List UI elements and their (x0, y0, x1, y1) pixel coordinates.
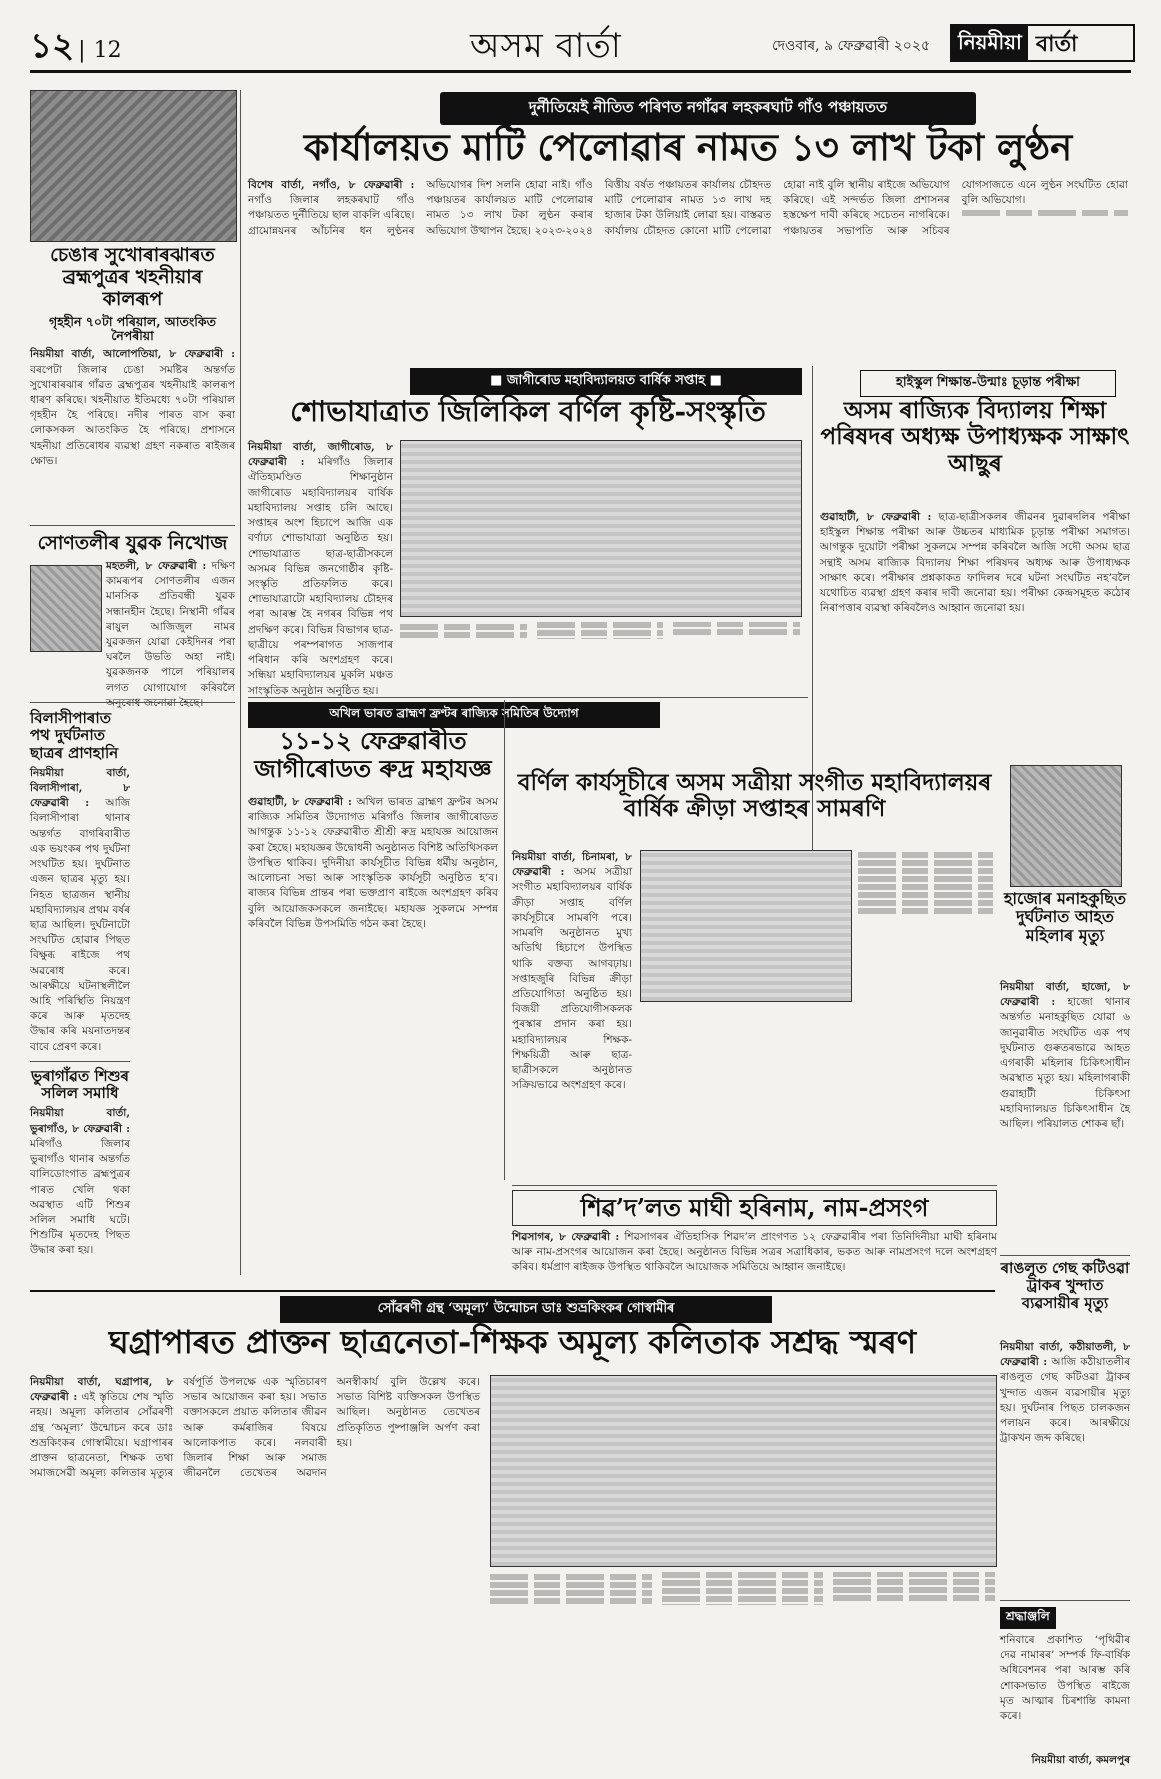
souvenir-body-wrap (30, 1375, 480, 1765)
page-number: ১২ | 12 (30, 26, 122, 66)
rangalu-body-wrap (1000, 1340, 1130, 1590)
bilasipara-body: আজি বিলাসীপাৰা থানাৰ অন্তৰ্গত বাগৰিবাৰীত এক ভয়ংকৰ পথ দুৰ্ঘটনা সংঘটিত হয়। দুৰ্ঘটনাত এজন ছাত্ৰৰ মৃত্যু হয়। নিহত ছাত্ৰজন স্থানীয় মহাবিদ্যালয়ৰ প্ৰথম বৰ্ষৰ ছাত্ৰ আছিল। দুৰ্ঘটনাটো সংঘটিত হোৱাৰ পিছত বিক্ষুব্ধ ৰাইজে পথ অৱৰোধ কৰে। আৰক্ষীয়ে ঘটনাস্থলীলৈ আহি পৰিস্থিতি নিয়ন্ত্ৰণ কৰে আৰু মৃতদেহ উদ্ধাৰ কৰি ময়নাতদন্তৰ বাবে প্ৰেৰণ কৰে। (30, 797, 131, 1053)
missing-person-photo (30, 565, 102, 652)
hajo-headline: হাজোৰ মনাহকুছিত দুৰ্ঘটনাত আহত মহিলাৰ মৃত্যু (1004, 889, 1126, 945)
sports-headline: বৰ্ণিল কাৰ্যসূচীৰে অসম সত্ৰীয়া সংগীত মহাবিদ্যালয়ৰ বাৰ্ষিক ক্ৰীড়া সপ্তাহৰ সামৰণি (517, 769, 992, 823)
obituary-body: শনিবাৰে প্ৰকাশিত ‘পৃথিৱীৰ দেৱ নামাৰৰ’ সম্পৰ্ক ফি-বাৰ্ষিক অধিবেশনৰ পৰা আৰম্ভ কৰি শোকসভাত উপস্থিত ৰাইজে মৃত আত্মাৰ চিৰশান্তি কামনা কৰে। (1000, 1634, 1130, 1723)
missing-headline: সোণতলীৰ যুৱক নিখোজ (37, 532, 228, 554)
bilasipara-article (30, 710, 130, 1259)
rangalu-body: আজি কঠীয়াতলীৰ ৰাঙলুত গেছ কটিওৱা ট্ৰাকৰ খুন্দাত এজন ব্যৱসায়ীৰ মৃত্যু হয়। দুৰ্ঘটনাৰ পিছত চালকজন পলায়ন কৰে। আৰক্ষীয়ে ট্ৰাকখন জব্দ কৰিছে। (1000, 1356, 1131, 1445)
erosion-subhead: গৃহহীন ৭০টা পৰিয়াল, আতংকিত নৈপৰীয়া (49, 313, 216, 343)
erosion-headline: চেঙাৰ সুখোৰাৰঝাৰত ব্ৰহ্মপুত্ৰৰ খহনীয়াৰ কালৰূপ (50, 244, 215, 310)
souvenir-byline: নিয়মীয়া বাৰ্তা, ঘগ্ৰাপাৰ, ৮ ফেব্ৰুৱাৰী : (30, 1376, 174, 1404)
erosion-article (30, 245, 235, 469)
bilasipara-byline: নিয়মীয়া বাৰ্তা, বিলাসীপাৰা, ৮ ফেব্ৰুৱাৰী : (30, 766, 130, 810)
lead-headline: কাৰ্যালয়ত মাটি পেলোৱাৰ নামত ১৩ লাখ টকা লুণ্ঠন (303, 125, 1073, 169)
text-filler (962, 210, 1128, 216)
divider (30, 525, 235, 526)
hajo-body: হাজো থানাৰ অন্তৰ্গত মনাহকুছিত যোৱা ৬ জানুৱাৰীত সংঘটিত এক পথ দুৰ্ঘটনাত গুৰুতৰভাৱে আহত এগৰাকী মহিলাৰ চিকিৎসাধীন অৱস্থাত মৃত্যু হয়। মহিলাগৰাকী গুৱাহাটী চিকিৎসা মহাবিদ্যালয়ত চিকিৎসাধীন হৈ আছিল। পৰিয়ালত শোকৰ ছাঁ। (1000, 996, 1130, 1130)
masthead (30, 18, 1131, 73)
obituary-title: শ্ৰদ্ধাঞ্জলি (1000, 1607, 1056, 1629)
erosion-byline: নিয়মীয়া বাৰ্তা, আলোপতিয়া, ৮ ফেব্ৰুৱাৰী : (30, 348, 235, 361)
sports-body-cont (858, 850, 993, 1180)
bilasipara-body-wrap (30, 766, 130, 1055)
exam-byline: গুৱাহাটী, ৮ ফেব্ৰুৱাৰী : (820, 511, 932, 523)
bhurbandha-headline: ভুৰাগাঁৱত শিশুৰ সলিল সমাধি (31, 1066, 129, 1103)
page-number-latin: 12 (93, 38, 122, 63)
procession-photo (400, 440, 802, 617)
rangalu-byline: নিয়মীয়া বাৰ্তা, কঠীয়াতলী, ৮ ফেব্ৰুৱাৰী : (1000, 1341, 1130, 1369)
erosion-photo (30, 90, 237, 242)
magh-body: শিৱসাগৰৰ ঐতিহাসিক শিৱদ’ল প্ৰাংগণত ১২ ফেব্ৰুৱাৰীৰ পৰা তিনিদিনীয়া মাঘী হৰিনাম আৰু নাম-প্ৰসংগৰ আয়োজন কৰা হৈছে। অনুষ্ঠানত বিভিন্ন সত্ৰৰ সত্ৰাধিকাৰ, ভকত আৰু নামপ্ৰসংগ দলে অংশগ্ৰহণ কৰিব। ধৰ্মপ্ৰাণ ৰাইজক উপস্থিত থাকিবলৈ আয়োজক সমিতিয়ে আহ্বান জনাইছে। (512, 1230, 997, 1274)
cultural-body-wrap (248, 440, 394, 697)
souvenir-body: এই স্তৃতিয়ে শেষ স্মৃতি নহয়। অমূল্য কলিতাৰ সোঁৱৰণী গ্ৰন্থ ‘অমূল্য’ উন্মোচন কৰে ডাঃ শুভ্ৰকিংকৰ গোস্বামীয়ে। ঘগ্ৰাপাৰৰ প্ৰাক্তন ছাত্ৰনেতা, শিক্ষক তথা সমাজসেৱী অমূল্য কলিতাৰ মৃত্যুৰ বৰ্ষপূৰ্তি উপলক্ষে এক স্মৃতিচাৰণ সভাৰ আয়োজন কৰা হয়। সভাত বক্তাসকলে প্ৰয়াত কলিতাৰ জীৱন আৰু কৰ্মৰাজিৰ বিষয়ে আলোকপাত কৰে। নলবাৰী জিলাৰ শিক্ষা আৰু সমাজ জীৱনলৈ তেখেতৰ অৱদান অনস্বীকাৰ্য বুলি উল্লেখ কৰে। সভাত বিশিষ্ট ব্যক্তিসকল উপস্থিত আছিল। অনুষ্ঠানত তেখেতৰ প্ৰতিকৃতিত পুষ্পাঞ্জলি অৰ্পণ কৰা হয়। (30, 1376, 480, 1480)
divider (30, 702, 235, 703)
brahmin-headline: ১১-১২ ফেব্ৰুৱাৰীত জাগীৰোডত ৰুদ্ৰ মহাযজ্ঞ (254, 726, 492, 783)
cultural-body: মৰিগাঁও জিলাৰ ঐতিহ্যমণ্ডিত শিক্ষানুষ্ঠান জাগীৰোড মহাবিদ্যালয়ৰ বাৰ্ষিক মহাবিদ্যালয় সপ্তাহ চলি আছে। সপ্তাহৰ অংশ হিচাপে আজি এক বৰ্ণাঢ্য শোভাযাত্ৰা অনুষ্ঠিত হয়। শোভাযাত্ৰাত ছাত্ৰ-ছাত্ৰীসকলে অসমৰ বিভিন্ন জনগোষ্ঠীৰ কৃষ্টি-সংস্কৃতি প্ৰতিফলিত কৰে। শোভাযাত্ৰাটো মহাবিদ্যালয় চৌহদৰ পৰা আৰম্ভ হৈ নগৰৰ বিভিন্ন পথ প্ৰদক্ষিণ কৰে। বিভিন্ন বিভাগৰ ছাত্ৰ-ছাত্ৰীয়ে পৰম্পৰাগত সাজপাৰ পৰিধান কৰি অংশগ্ৰহণ কৰে। সন্ধিয়া মহাবিদ্যালয়ৰ মুকলি মঞ্চত সাংস্কৃতিক অনুষ্ঠান অনুষ্ঠিত হয়। (248, 456, 394, 697)
column-rule (240, 90, 241, 1275)
divider (1000, 1255, 1130, 1256)
souvenir-strip: সোঁৱৰণী গ্ৰন্থ ‘অমূল্য’ উন্মোচন ডাঃ শুভ্ৰকিংকৰ গোস্বামীৰ (280, 1296, 772, 1323)
lead-body: নগাঁও জিলাৰ লহকৰঘাট গাঁও পঞ্চায়তত দুৰ্নীতিয়ে ছাল বাকলি এৰিছে। গ্ৰামোন্নয়নৰ আঁচনিৰ ধন লুণ্ঠনৰ অভিযোগৰ দিশ সলনি হোৱা নাই। গাঁও পঞ্চায়তৰ কাৰ্যালয়ত মাটি পেলোৱাৰ নামত ১৩ লাখ টকা লুণ্ঠন কৰাৰ অভিযোগ উত্থাপন হৈছে। ২০২৩-২০২৪ বিত্তীয় বৰ্ষত পঞ্চায়তৰ কাৰ্যালয় চৌহদত মাটি পেলোৱাৰ নামত ১৩ লাখ দহ হাজাৰ টকা উলিয়াই লোৱা হয়। বাস্তৱত কাৰ্যালয় চৌহদত কোনো মাটি পেলোৱা হোৱা নাই বুলি স্থানীয় ৰাইজে অভিযোগ কৰিছে। এই সন্দৰ্ভত জিলা প্ৰশাসনৰ হস্তক্ষেপ দাবী কৰিছে সচেতন নাগৰিকে। পঞ্চায়তৰ সভাপতি আৰু সচিবৰ যোগসাজতে এনে লুণ্ঠন সংঘটিত হোৱা বুলি অভিযোগ। (248, 179, 1128, 237)
page-number-bn: ১২ (30, 26, 75, 66)
divider (30, 1061, 130, 1062)
lead-byline: বিশেষ বাৰ্তা, নগাঁও, ৮ ফেব্ৰুৱাৰী : (248, 179, 415, 191)
missing-byline: মহতলী, ৮ ফেব্ৰুৱাৰী : (106, 559, 207, 572)
erosion-body-wrap (30, 347, 235, 469)
sports-event-photo (640, 850, 852, 1002)
missing-article (30, 533, 235, 711)
bhurbandha-body: মৰিগাঁও জিলাৰ ভুৰাগাঁও থানাৰ অন্তৰ্গত বালিডোংগাত ব্ৰহ্মপুত্ৰৰ পাৰত খেলি থকা অৱস্থাত এটি শিশুৰ সলিল সমাধি ঘটে। শিশুটিৰ মৃতদেহ পিছত উদ্ধাৰ কৰা হয়। (30, 1137, 130, 1257)
erosion-body: বৰপেটা জিলাৰ চেঙা সমষ্টিৰ অন্তৰ্গত সুখোৰাৰঝাৰ গাঁৱত ব্ৰহ্মপুত্ৰৰ খহনীয়াই কালৰূপ ধাৰণ কৰিছে। খহনীয়াত ইতিমধ্যে ৭০টা পৰিয়াল গৃহহীন হৈ পৰিছে। নদীৰ পাৰত বাস কৰা লোকসকল আতংকিত হৈ পৰিছে। প্ৰশাসনে খহনীয়া প্ৰতিৰোধৰ ব্যৱস্থা গ্ৰহণ নকৰাত ৰাইজৰ ক্ষোভ। (30, 363, 235, 467)
column-rule (504, 700, 505, 1180)
missing-body-wrap (106, 559, 235, 711)
exam-body-wrap (820, 510, 1130, 760)
logo-part1: নিয়মীয়া (952, 26, 1028, 60)
magh-byline: শিৱসাগৰ, ৮ ফেব্ৰুৱাৰী : (512, 1230, 620, 1243)
section-title: অসম বাৰ্তা (470, 26, 622, 66)
obituary-box (1000, 1600, 1130, 1768)
hajo-byline: নিয়মীয়া বাৰ্তা, হাজো, ৮ ফেব্ৰুৱাৰী : (1000, 981, 1130, 1009)
logo-part2: বাৰ্তা (1035, 31, 1078, 57)
divider (248, 697, 808, 698)
rangalu-headline: ৰাঙলুত গেছ কটিওৱা ট্ৰাকৰ খুন্দাত ব্যৱসায়ীৰ মৃত্যু (1000, 1259, 1130, 1312)
lead-kicker: দুৰ্নীতিয়েই নীতিত পৰিণত নগাঁৱৰ লহকৰঘাট গাঁও পঞ্চায়তত (440, 92, 976, 125)
souvenir-headline: ঘগ্ৰাপাৰত প্ৰাক্তন ছাত্ৰনেতা-শিক্ষক অমূল্য কলিতাক সশ্ৰদ্ধ স্মৰণ (108, 1323, 917, 1361)
hajo-body-wrap (1000, 980, 1130, 1250)
obituary-byline: নিয়মীয়া বাৰ্তা, কমলপুৰ (1031, 1754, 1130, 1766)
brahmin-body: অখিল ভাৰত ব্ৰাহ্মণ ফ্ৰণ্টৰ অসম ৰাজ্যিক সমিতিৰ উদ্যোগত মৰিগাঁও জিলাৰ জাগীৰোডত আগন্তুক ১১-১২ ফেব্ৰুৱাৰীত শ্ৰীশ্ৰী ৰুদ্ৰ মহাযজ্ঞ আয়োজন কৰা হৈছে। মহাযজ্ঞৰ উদ্বোধনী অনুষ্ঠানত বিশিষ্ট অতিথিসকল উপস্থিত থাকিব। দুদিনীয়া কাৰ্যসূচীত বিভিন্ন ধৰ্মীয় অনুষ্ঠান, আলোচনা সভা আৰু সাংস্কৃতিক কাৰ্যসূচী অনুষ্ঠিত হ’ব। ৰাজ্যৰ বিভিন্ন প্ৰান্তৰ পৰা ভক্তপ্ৰাণ ৰাইজে অংশগ্ৰহণ কৰিব বুলি আয়োজকসকলে জনাইছে। মহাযজ্ঞ সুকলমে সম্পন্ন কৰিবলৈ বিভিন্ন উপসমিতি গঠন কৰা হৈছে। (248, 796, 498, 930)
magh-headline: শিৱ’দ’লত মাঘী হৰিনাম, নাম-প্ৰসংগ (512, 1190, 997, 1226)
souvenir-event-photo (490, 1375, 997, 1567)
lead-body-wrap (248, 178, 1128, 356)
souvenir-body-cont (490, 1572, 995, 1762)
cultural-strip: ■ জাগীৰোড মহাবিদ্যালয়ত বাৰ্ষিক সপ্তাহ ■ (410, 368, 802, 395)
exam-headline: অসম ৰাজ্যিক বিদ্যালয় শিক্ষা পৰিষদৰ অধ্যক্ষ উপাধ্যক্ষক সাক্ষাৎ আছুৰ (820, 397, 1130, 477)
magh-article (512, 1185, 997, 1300)
cultural-byline: নিয়মীয়া বাৰ্তা, জাগীৰোড, ৮ ফেব্ৰুৱাৰী : (248, 441, 393, 469)
brahmin-body-wrap (248, 795, 498, 1245)
missing-body: দক্ষিণ কামৰূপৰ সোণতলীৰ এজন মানসিক প্ৰতিবন্ধী যুৱক সন্ধানহীন হৈছে। নিস্থানী গাঁৱৰ ৰায়ুল আজিজুল নামৰ যুৱকজন যোৱা কেইদিনৰ পৰা ঘৰলৈ উভতি অহা নাই। যুৱকজনক পালে পৰিয়ালৰ লগত যোগাযোগ কৰিবলৈ অনুৰোধ জনোৱা হৈছে। (106, 559, 235, 709)
issue-date: দেওবাৰ, ৯ ফেব্ৰুৱাৰী ২০২৫ (772, 38, 931, 54)
brahmin-byline: গুৱাহাটী, ৮ ফেব্ৰুৱাৰী : (248, 796, 352, 808)
bhurbandha-body-wrap (30, 1106, 130, 1258)
sports-body: অসম সত্ৰীয়া সংগীত মহাবিদ্যালয়ৰ বাৰ্ষিক ক্ৰীড়া সপ্তাহ বৰ্ণিল কাৰ্যসূচীৰে সামৰণি পৰে। সামৰণি অনুষ্ঠানত মুখ্য অতিথি হিচাপে উপস্থিত থাকি বক্তব্য আগবঢ়ায়। সপ্তাহজুৰি বিভিন্ন ক্ৰীড়া প্ৰতিযোগিতা অনুষ্ঠিত হয়। বিজয়ী প্ৰতিযোগীসকলক পুৰস্কাৰ প্ৰদান কৰা হয়। মহাবিদ্যালয়ৰ শিক্ষক-শিক্ষয়িত্ৰী আৰু ছাত্ৰ-ছাত্ৰীসকলে অনুষ্ঠানত সক্ৰিয়ভাৱে অংশগ্ৰহণ কৰে। (512, 866, 632, 1092)
newspaper-logo (950, 24, 1135, 62)
sports-body-wrap (512, 850, 632, 1180)
cultural-headline: শোভাযাত্ৰাত জিলিকিল বৰ্ণিল কৃষ্টি-সংস্কৃতি (290, 395, 766, 428)
brahmin-strip: অখিল ভাৰত ব্ৰাহ্মণ ফ্ৰণ্টৰ ৰাজ্যিক সমিতিৰ উদ্যোগ (248, 702, 660, 728)
exam-kicker: হাইস্কুল শিক্ষান্ত-উন্মাঃ চূড়ান্ত পৰীক্ষা (860, 370, 1116, 397)
bhurbandha-byline: নিয়মীয়া বাৰ্তা, ভুৰাগাঁও, ৮ ফেব্ৰুৱাৰী : (30, 1107, 130, 1135)
cultural-body-cont (400, 622, 800, 690)
divider (30, 1290, 995, 1292)
hajo-victim-photo (1010, 765, 1122, 887)
bilasipara-headline: বিলাসীপাৰাত পথ দুৰ্ঘটনাত ছাত্ৰৰ প্ৰাণহানি (30, 709, 119, 762)
exam-body: ছাত্ৰ-ছাত্ৰীসকলৰ জীৱনৰ দুৱাৰদলিৰ পৰীক্ষা হাইস্কুল শিক্ষান্ত পৰীক্ষা আৰু উচ্চতৰ মাধ্যমিক চূড়ান্ত পৰীক্ষা সমাগত। আগন্তুক দুয়োটা পৰীক্ষা সুকলমে সম্পন্ন কৰিবলৈ আজি সদৌ অসম ছাত্ৰ সন্থাই অসম ৰাজ্যিক বিদ্যালয় শিক্ষা পৰিষদৰ অধ্যক্ষ আৰু উপাধ্যক্ষক সাক্ষাৎ কৰে। পৰীক্ষাৰ প্ৰশ্নকাকত ফাদিলৰ দৰে ঘটনা সংঘটিত নহ’বলৈ যথোচিত ব্যৱস্থা গ্ৰহণ কৰাৰ দাবী জনোৱা হয়। পৰীক্ষা কেন্দ্ৰসমূহত কঠোৰ নিৰাপত্তাৰ ব্যৱস্থা কৰিবলৈও আহ্বান জনোৱা হয়। (820, 511, 1130, 615)
sports-byline: নিয়মীয়া বাৰ্তা, চিনামৰা, ৮ ফেব্ৰুৱাৰী : (512, 851, 632, 879)
